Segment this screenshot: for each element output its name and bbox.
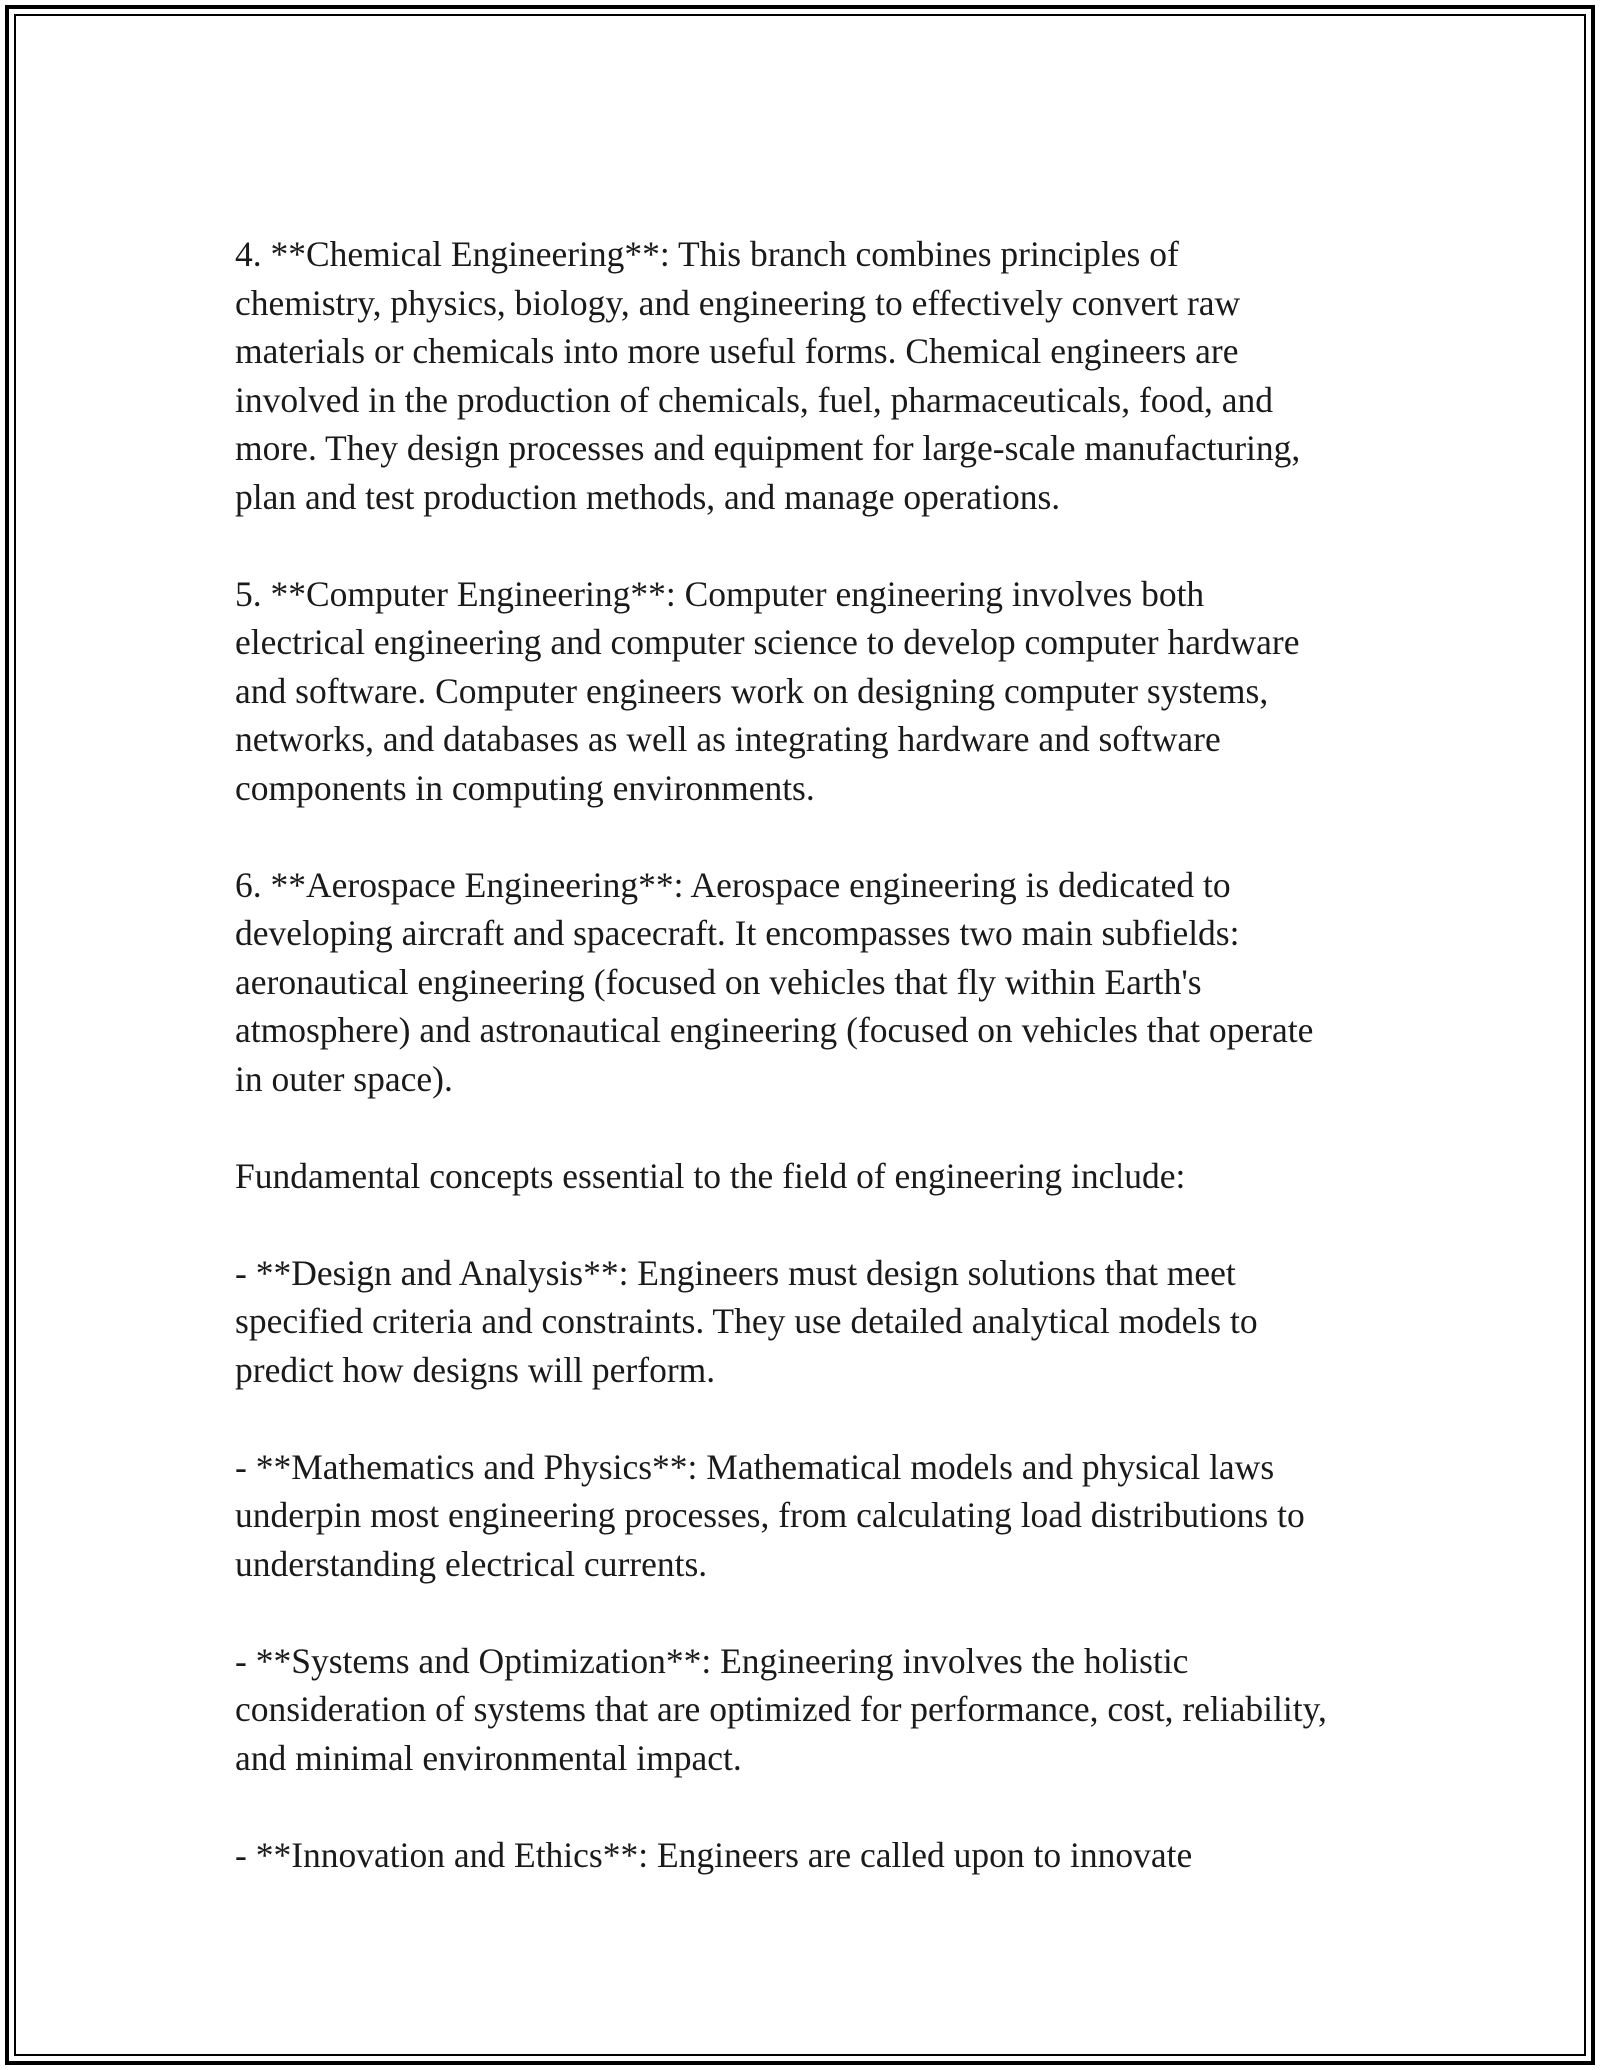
paragraph-chemical-engineering bbox=[235, 230, 1385, 521]
bullet-innovation-and-ethics bbox=[235, 1831, 1385, 1880]
text-line: 4. **Chemical Engineering**: This branch combines principles of bbox=[235, 234, 1179, 274]
text-line: underpin most engineering processes, from calculating load distributions to bbox=[235, 1495, 1305, 1535]
text-line: components in computing environments. bbox=[235, 767, 815, 808]
text-line: - **Innovation and Ethics**: Engineers are called upon to innovate bbox=[235, 1834, 1193, 1875]
text-line: electrical engineering and computer science to develop computer hardware bbox=[235, 622, 1300, 662]
text-line: understanding electrical currents. bbox=[235, 1543, 708, 1584]
text-line: materials or chemicals into more useful forms. Chemical engineers are bbox=[235, 331, 1239, 371]
text-line: - **Systems and Optimization**: Engineering involves the holistic bbox=[235, 1640, 1189, 1681]
text-line: more. They design processes and equipment for large-scale manufacturing, bbox=[235, 428, 1301, 468]
text-line: plan and test production methods, and manage operations. bbox=[235, 476, 1061, 517]
paragraph-aerospace-engineering bbox=[235, 861, 1385, 1104]
text-line: aeronautical engineering (focused on vehicles that fly within Earth's bbox=[235, 961, 1202, 1002]
document-body bbox=[235, 230, 1385, 1879]
text-line: 5. **Computer Engineering**: Computer engineering involves both bbox=[235, 573, 1205, 614]
text-line: consideration of systems that are optimized for performance, cost, reliability, bbox=[235, 1689, 1327, 1729]
text-line: and software. Computer engineers work on designing computer systems, bbox=[235, 670, 1269, 711]
text-line: chemistry, physics, biology, and engineering to effectively convert raw bbox=[235, 282, 1241, 323]
text-line: and minimal environmental impact. bbox=[235, 1737, 742, 1778]
text-line: networks, and databases as well as integrating hardware and software bbox=[235, 719, 1221, 759]
text-line: 6. **Aerospace Engineering**: Aerospace engineering is dedicated to bbox=[235, 864, 1231, 905]
text-line: predict how designs will perform. bbox=[235, 1349, 716, 1390]
bullet-design-and-analysis bbox=[235, 1249, 1385, 1395]
text-line: - **Design and Analysis**: Engineers must design solutions that meet bbox=[235, 1252, 1236, 1293]
text-line: specified criteria and constraints. They use detailed analytical models to bbox=[235, 1301, 1258, 1341]
text-line: in outer space). bbox=[235, 1058, 453, 1099]
text-line: involved in the production of chemicals, fuel, pharmaceuticals, food, and bbox=[235, 379, 1274, 420]
text-line: Fundamental concepts essential to the field of engineering include: bbox=[235, 1155, 1186, 1196]
text-line: atmosphere) and astronautical engineering (focused on vehicles that operate bbox=[235, 1010, 1314, 1050]
bullet-mathematics-and-physics bbox=[235, 1443, 1385, 1589]
text-line: developing aircraft and spacecraft. It encompasses two main subfields: bbox=[235, 913, 1240, 953]
text-line: - **Mathematics and Physics**: Mathematical models and physical laws bbox=[235, 1446, 1275, 1487]
paragraph-fundamental-concepts-intro bbox=[235, 1152, 1385, 1201]
paragraph-computer-engineering bbox=[235, 570, 1385, 813]
bullet-systems-and-optimization bbox=[235, 1637, 1385, 1783]
